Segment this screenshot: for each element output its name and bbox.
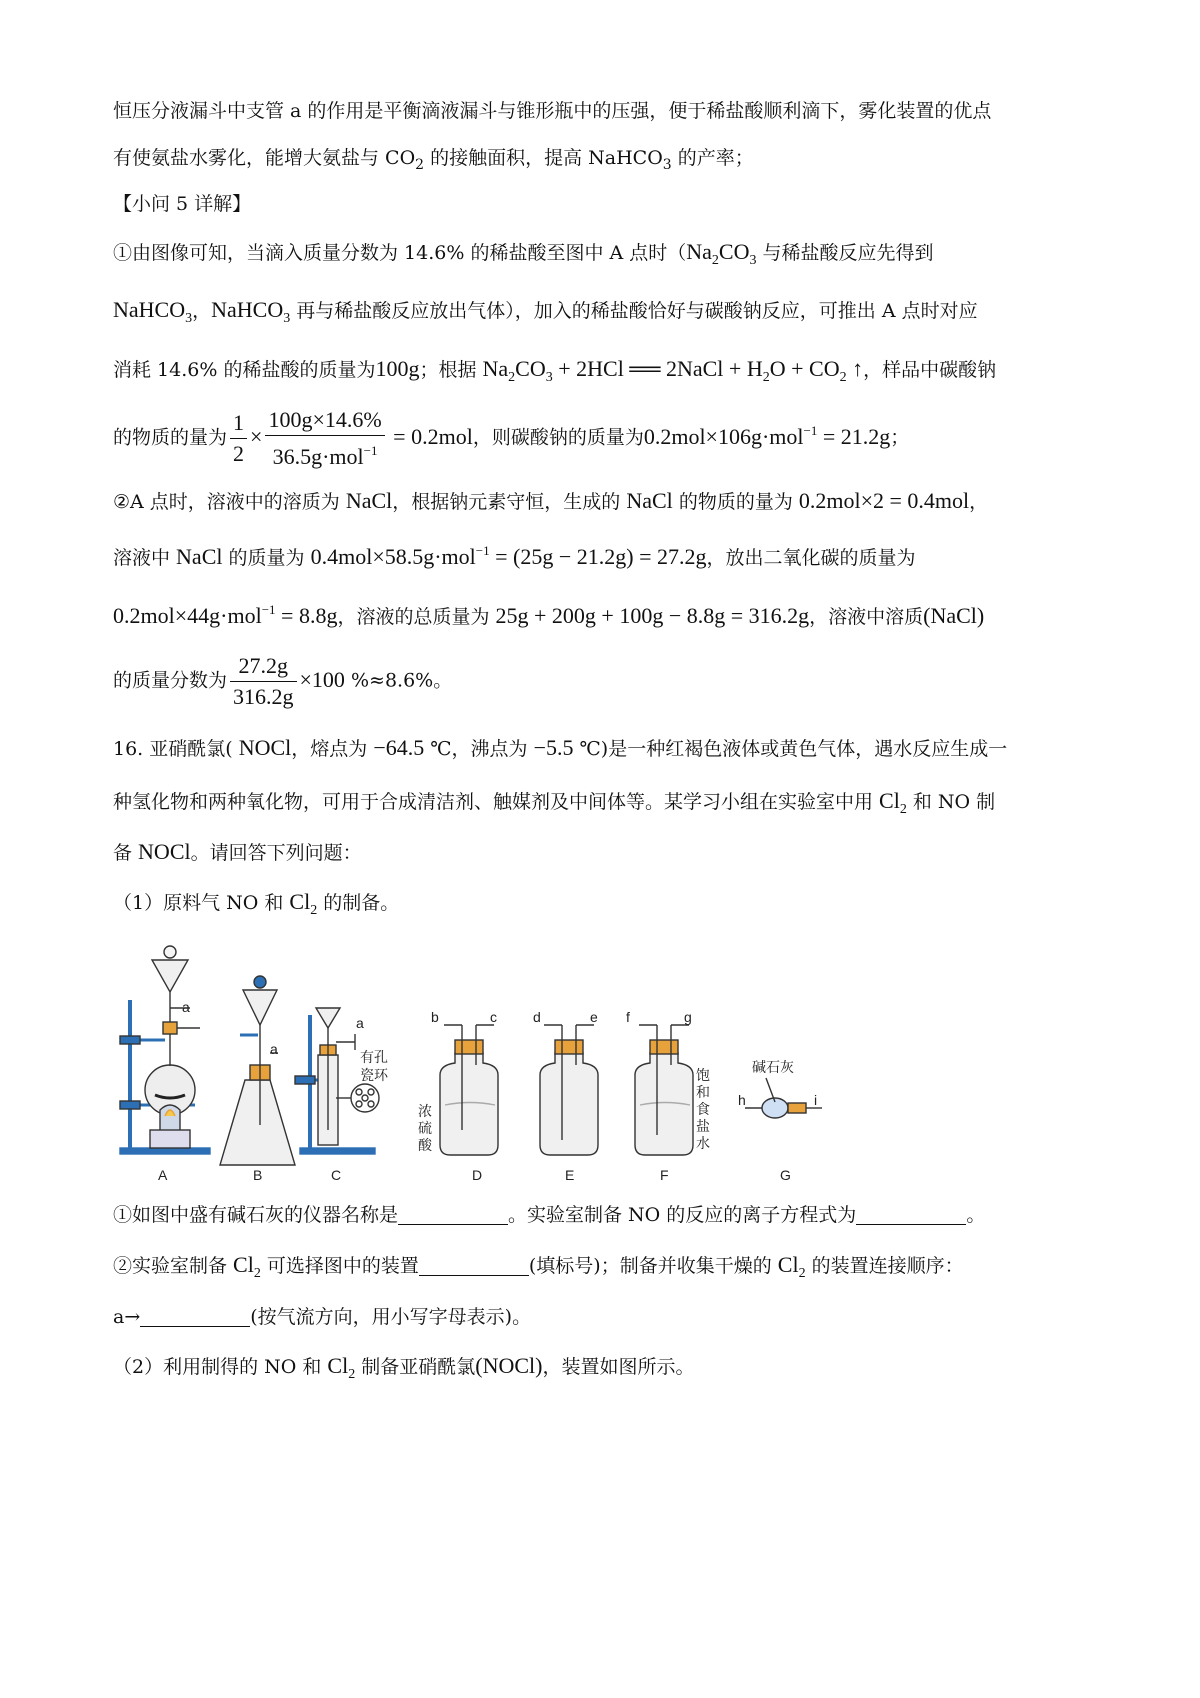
port-label: d (533, 1009, 541, 1025)
apparatus-g (745, 1078, 822, 1118)
saturated-brine-label: 食 (696, 1101, 710, 1117)
text-span: ℃，沸点为 (424, 738, 534, 760)
text-span: 制备亚硝酰氯 (355, 1356, 476, 1378)
question-16-line (113, 734, 1007, 761)
formula: 0.4mol×58.5g·mol$^{-1}$ = (25g − 21.2g) = 27.2g (310, 543, 707, 569)
figure-label-d: D (472, 1167, 483, 1183)
porous-ring-label: 瓷环 (360, 1067, 388, 1083)
text-span: 和 NO 制 (906, 791, 996, 813)
formula: (NOCl) (475, 1353, 543, 1378)
conc-sulfuric-label: 硫 (418, 1120, 432, 1136)
text-span: ，根据钠元素守恒，生成的 (392, 491, 627, 513)
text-span: ①如图中盛有碱石灰的仪器名称是 (113, 1204, 399, 1226)
text-span: 的制备。 (317, 892, 400, 914)
soda-lime-label: 碱石灰 (752, 1059, 794, 1075)
text-line (113, 654, 452, 709)
text-span: 溶液中 (113, 547, 177, 569)
formula: $Cl_2$ (289, 889, 318, 918)
conc-sulfuric-label: 酸 (418, 1137, 432, 1153)
port-label: c (490, 1009, 497, 1025)
text-line (113, 602, 984, 629)
formula: $Na_2CO_3$ (686, 239, 757, 268)
text-line (113, 543, 916, 570)
formula: 25g + 200g + 100g − 8.8g = 316.2g (495, 603, 810, 628)
port-label: e (590, 1009, 598, 1025)
text-span: ，溶液的总质量为 (337, 606, 496, 628)
chemical-equation: $Na_2CO_3 + 2HCl$ ══ 2NaCl + $H_2O + CO_2$ ↑ (482, 356, 864, 385)
text-span: 的装置连接顺序： (805, 1255, 964, 1277)
text-span: 的质量为 (222, 547, 311, 569)
text-span: （2）利用制得的 NO 和 (113, 1356, 328, 1378)
text-line (113, 838, 362, 865)
text-span: ， (192, 300, 212, 322)
apparatus-figure (100, 930, 1000, 1190)
text-span: 的物质的量为 (672, 491, 799, 513)
text-span: ，装置如图所示。 (542, 1356, 695, 1378)
port-label: h (738, 1092, 746, 1108)
port-label: a (356, 1015, 364, 1031)
formula: NaCl (176, 544, 223, 569)
text-span: (按气流方向，用小写字母表示)。 (250, 1306, 532, 1328)
formula: NaCl (626, 488, 673, 513)
apparatus-b (220, 976, 295, 1165)
text-span: 的物质的量为 (113, 426, 228, 449)
saturated-brine-label: 水 (696, 1135, 710, 1151)
text-span: ℃)是一种红褐色液体或黄色气体，遇水反应生成一 (573, 738, 1008, 760)
subquestion-1 (113, 1200, 985, 1227)
subquestion-2 (113, 1251, 964, 1282)
text-line (113, 238, 934, 269)
text-span: 。 (966, 1204, 986, 1226)
section-heading: 【小问 5 详解】 (113, 193, 252, 215)
formula: 0.2mol×106g·mol$^{-1}$ = 21.2g (643, 422, 891, 449)
answer-blank[interactable] (419, 1256, 529, 1276)
formula: (NaCl) (923, 603, 985, 628)
formula: $Cl_2$ (327, 1353, 356, 1382)
text-line (113, 143, 754, 173)
saturated-brine-label: 和 (696, 1084, 710, 1100)
text-span: a→ (113, 1306, 141, 1328)
formula: NOCl (138, 839, 191, 864)
text-span: 。请回答下列问题： (190, 842, 362, 864)
text-span: ，放出二氧化碳的质量为 (706, 547, 916, 569)
formula: NaHCO$_3$ (113, 297, 193, 326)
text-span: 消耗 14.6% 的稀盐酸的质量为 (113, 359, 376, 381)
apparatus-f (635, 1025, 693, 1155)
text-span: 的接触面积，提高 NaHCO (424, 147, 663, 169)
formula: $Cl_2$ (777, 1252, 806, 1281)
figure-label-a: A (158, 1167, 168, 1183)
text-span: ；根据 (419, 359, 483, 381)
text-span: 再与稀盐酸反应放出气体），加入的稀盐酸恰好与碳酸钠反应，可推出 A 点时对应 (290, 300, 978, 322)
port-label: a (270, 1041, 278, 1057)
text-span: 的产率； (671, 147, 754, 169)
apparatus-a (120, 946, 210, 1154)
formula: $\frac{1}{2}$ × $\frac{100g\times 14.6\%}{36.5g\cdot mol^{-1}}$ = 0.2mol (227, 424, 473, 449)
answer-blank[interactable] (140, 1307, 250, 1327)
subscript: 2 (415, 157, 425, 173)
port-label: a (182, 999, 190, 1015)
text-span: 的质量分数为 (113, 669, 228, 692)
text-span: 16. 亚硝酰氯( (113, 738, 239, 760)
text-line: 恒压分液漏斗中支管 a 的作用是平衡滴液漏斗与锥形瓶中的压强，便于稀盐酸顺利滴下，雾化装置的优点 (113, 100, 992, 122)
figure-label-c: C (331, 1167, 342, 1183)
text-line (113, 888, 399, 919)
text-span: 与稀盐酸反应先得到 (756, 242, 934, 264)
port-label: g (684, 1009, 692, 1025)
formula: NOCl (238, 735, 292, 760)
figure-label-g: G (780, 1167, 791, 1183)
porous-ring-label: 有孔 (360, 1049, 388, 1065)
text-span: ，熔点为 (291, 738, 374, 760)
figure-label-e: E (565, 1167, 575, 1183)
fraction: $\frac{27.2g}{316.2g}$ (230, 654, 297, 709)
text-span: 可选择图中的装置 (260, 1255, 419, 1277)
text-line (113, 408, 909, 469)
port-label: f (626, 1009, 630, 1025)
text-span: 。实验室制备 NO 的反应的离子方程式为 (508, 1204, 857, 1226)
text-span: 种氢化物和两种氧化物，可用于合成清洁剂、触媒剂及中间体等。某学习小组在实验室中用 (113, 791, 880, 813)
text-line (113, 355, 996, 386)
formula: $Cl_2$ (879, 788, 907, 817)
text-line (113, 296, 978, 327)
text-span: ，样品中碳酸钠 (863, 359, 997, 381)
text-span: %≈8.6%。 (344, 669, 453, 692)
conc-sulfuric-label: 浓 (418, 1103, 432, 1119)
text-span: ②A 点时，溶液中的溶质为 (113, 491, 346, 513)
text-span: 备 (113, 842, 139, 864)
formula: 0.2mol×44g·mol$^{-1}$ = 8.8g (113, 602, 338, 628)
text-span: ，则碳酸钠的质量为 (472, 426, 644, 449)
text-span: ①由图像可知，当滴入质量分数为 14.6% 的稀盐酸至图中 A 点时（ (113, 242, 687, 264)
formula: −5.5 (533, 735, 574, 760)
port-label: b (431, 1009, 439, 1025)
subscript: 3 (662, 157, 672, 173)
formula: NaHCO$_3$ (211, 297, 291, 326)
answer-blank[interactable] (398, 1205, 508, 1225)
text-span: (填标号)；制备并收集干燥的 (528, 1255, 778, 1277)
formula: $\frac{27.2g}{316.2g}$ ×100 (227, 667, 345, 692)
formula: 0.2mol×2 = 0.4mol (798, 488, 970, 513)
apparatus-e (540, 1025, 598, 1155)
text-span: ； (890, 426, 910, 449)
subquestion-3 (113, 1352, 695, 1383)
text-span: ，溶液中溶质 (809, 606, 924, 628)
text-span: （1）原料气 NO 和 (113, 892, 290, 914)
formula: 100g (375, 356, 420, 381)
answer-blank[interactable] (856, 1205, 966, 1225)
saturated-brine-label: 盐 (696, 1118, 710, 1134)
text-line (113, 787, 995, 818)
apparatus-d (440, 1025, 498, 1155)
formula: NaCl (345, 488, 393, 513)
text-span: ， (969, 491, 989, 513)
figure-label-f: F (660, 1167, 669, 1183)
subquestion-2-order (113, 1302, 531, 1329)
saturated-brine-label: 饱 (696, 1067, 710, 1083)
fraction: $\frac{1}{2}$ (230, 411, 247, 466)
figure-label-b: B (253, 1167, 263, 1183)
text-span: ②实验室制备 (113, 1255, 234, 1277)
fraction: $\frac{100g\times 14.6\%}{36.5g\cdot mol^{-1}}$ (265, 408, 384, 469)
text-span: 有使氨盐水雾化，能增大氨盐与 CO (113, 147, 416, 169)
port-label: i (814, 1092, 818, 1108)
text-line (113, 487, 988, 514)
formula: −64.5 (373, 735, 425, 760)
formula: $Cl_2$ (233, 1252, 261, 1281)
